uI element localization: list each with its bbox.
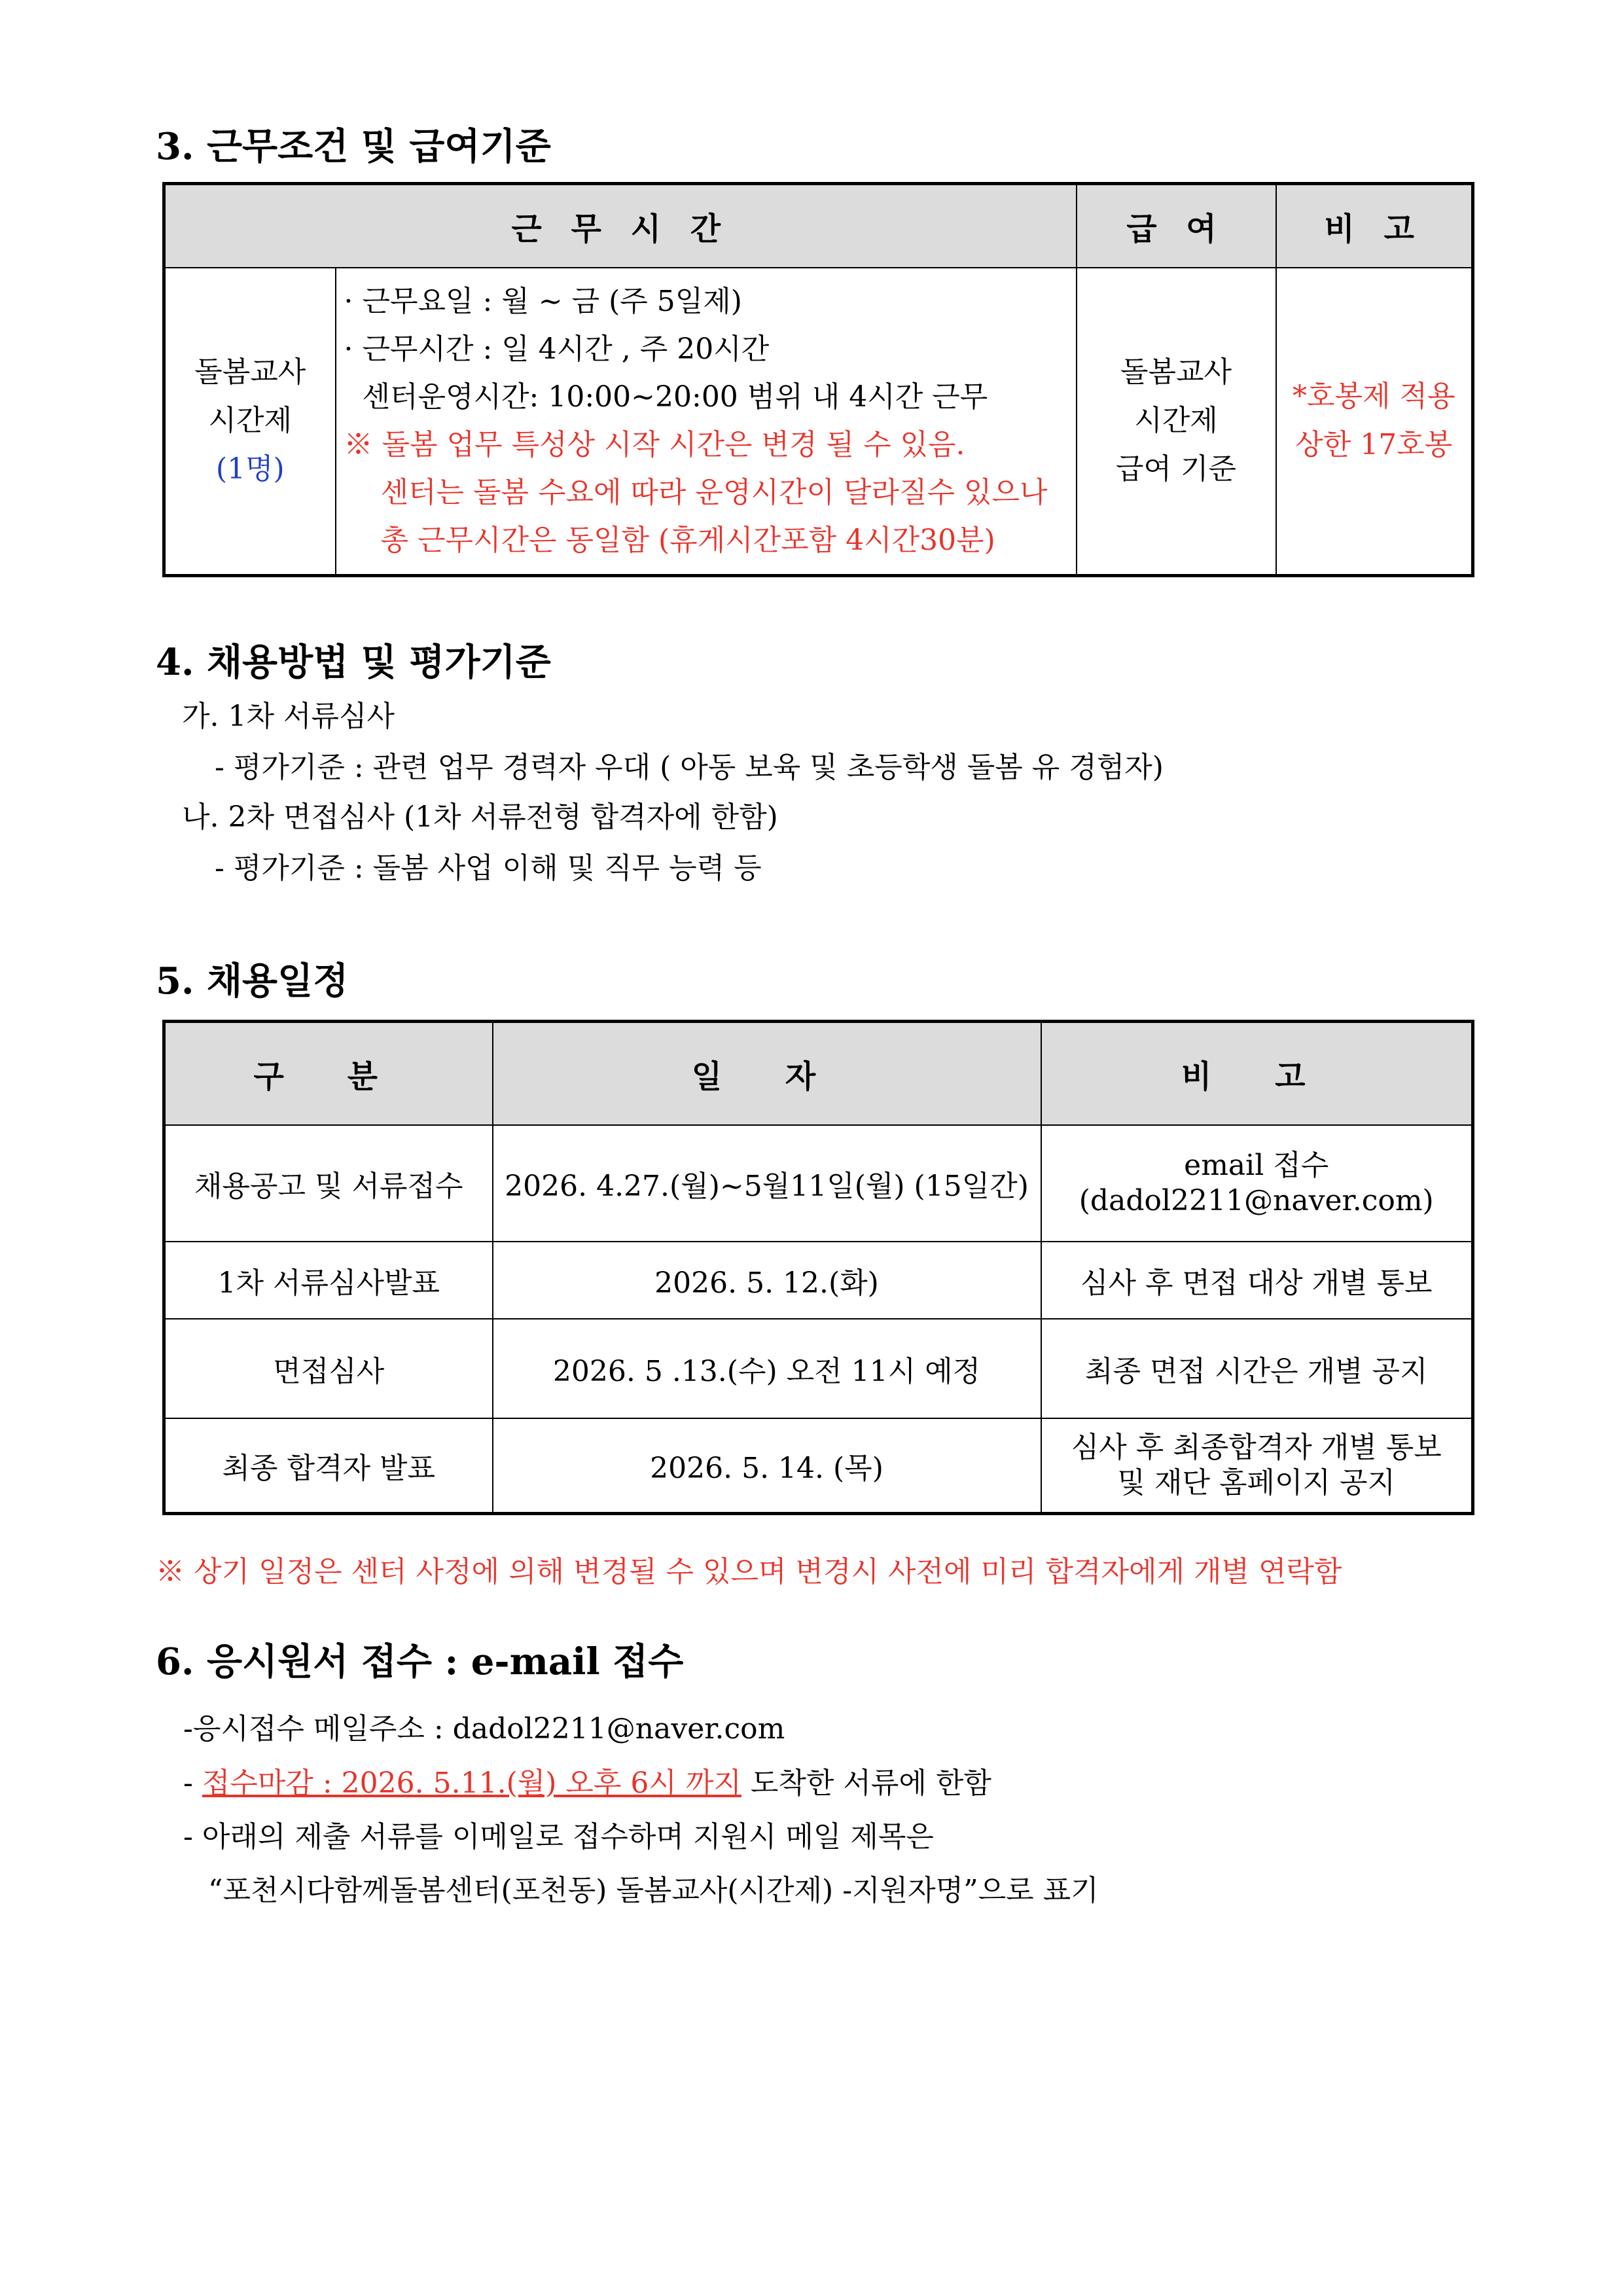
note-cell: 최종 면접 시간은 개별 공지 [1041, 1319, 1473, 1418]
section4-line: 가. 1차 서류심사 [182, 700, 395, 733]
table-row [164, 1418, 1473, 1514]
pay-line: 돌봄교사 [1120, 355, 1232, 389]
date-cell: 2026. 5 .13.(수) 오전 11시 예정 [493, 1319, 1041, 1418]
date-cell: 2026. 5. 12.(화) [493, 1242, 1041, 1319]
deadline-text: 접수마감 : 2026. 5.11.(월) 오후 6시 까지 [202, 1767, 741, 1800]
category-cell: 채용공고 및 서류접수 [164, 1125, 493, 1242]
position-line: 돌봄교사 [194, 355, 306, 389]
header-date: 일 자 [493, 1022, 1041, 1125]
note-line: *호봉제 적용 [1293, 380, 1455, 414]
hours-note-line: 센터는 돌봄 수요에 따라 운영시간이 달라질수 있으나 [380, 476, 1048, 510]
section3-title: 3. 근무조건 및 급여기준 [156, 125, 551, 168]
deadline-suffix: 도착한 서류에 한함 [741, 1767, 991, 1800]
note-cell [1041, 1125, 1473, 1242]
note-line: 및 재단 홈페이지 공지 [1117, 1465, 1395, 1499]
hours-note-line: ※ 돌봄 업무 특성상 시작 시간은 변경 될 수 있음. [344, 428, 965, 462]
header-pay: 급 여 [1077, 184, 1276, 268]
note-cell [1276, 268, 1473, 576]
submission-line: - 아래의 제출 서류를 이메일로 접수하며 지원시 메일 제목은 [183, 1820, 934, 1854]
section6-title: 6. 응시원서 접수 : e-mail 접수 [156, 1640, 684, 1683]
mail-subject-line: “포천시다함께돌봄센터(포천동) 돌봄교사(시간제) -지원자명”으로 표기 [208, 1874, 1099, 1907]
table-row [164, 1125, 1473, 1242]
section4-line: - 평가기준 : 관련 업무 경력자 우대 ( 아동 보육 및 초등학생 돌봄 유 경험자) [215, 751, 1164, 784]
section4-line: 나. 2차 면접심사 (1차 서류전형 합격자에 한함) [182, 800, 778, 834]
deadline-line [183, 1759, 991, 1801]
work-conditions-table [162, 182, 1474, 577]
table-row [164, 1319, 1473, 1418]
note-line: email 접수 [1184, 1148, 1329, 1182]
schedule-table [162, 1020, 1474, 1515]
header-note: 비 고 [1041, 1022, 1473, 1125]
deadline-prefix: - [183, 1767, 202, 1800]
position-cell [164, 268, 336, 576]
section4-title: 4. 채용방법 및 평가기준 [156, 641, 551, 684]
schedule-footnote: ※ 상기 일정은 센터 사정에 의해 변경될 수 있으며 변경시 사전에 미리 합격자에게 개별 연락함 [156, 1555, 1342, 1588]
email-address-line: -응시접수 메일주소 : dadol2211@naver.com [183, 1712, 785, 1746]
note-line: 심사 후 최종합격자 개별 통보 [1071, 1430, 1442, 1464]
date-cell: 2026. 4.27.(월)~5월11일(월) (15일간) [493, 1125, 1041, 1242]
header-note: 비 고 [1276, 184, 1473, 268]
hours-cell [336, 268, 1077, 576]
pay-line: 시간제 [1134, 404, 1218, 438]
note-cell [1041, 1418, 1473, 1514]
pay-cell [1077, 268, 1276, 576]
hours-line: 센터운영시간: 10:00~20:00 범위 내 4시간 근무 [362, 380, 988, 414]
category-cell: 최종 합격자 발표 [164, 1418, 493, 1514]
hours-line: · 근무요일 : 월 ~ 금 (주 5일제) [344, 285, 742, 319]
header-work-hours: 근 무 시 간 [164, 184, 1077, 268]
position-line: 시간제 [208, 404, 292, 438]
date-cell: 2026. 5. 14. (목) [493, 1418, 1041, 1514]
category-cell: 면접심사 [164, 1319, 493, 1418]
hours-note-line: 총 근무시간은 동일함 (휴게시간포함 4시간30분) [380, 524, 995, 558]
table-row [164, 1242, 1473, 1319]
pay-line: 급여 기준 [1116, 452, 1237, 486]
note-line: 상한 17호봉 [1295, 428, 1453, 462]
note-cell: 심사 후 면접 대상 개별 통보 [1041, 1242, 1473, 1319]
note-line: (dadol2211@naver.com) [1079, 1183, 1434, 1217]
position-count: (1명) [215, 452, 285, 486]
category-cell: 1차 서류심사발표 [164, 1242, 493, 1319]
section5-title: 5. 채용일정 [156, 960, 349, 1003]
hours-line: · 근무시간 : 일 4시간 , 주 20시간 [344, 332, 770, 367]
section4-line: - 평가기준 : 돌봄 사업 이해 및 직무 능력 등 [215, 852, 762, 885]
header-category: 구 분 [164, 1022, 493, 1125]
